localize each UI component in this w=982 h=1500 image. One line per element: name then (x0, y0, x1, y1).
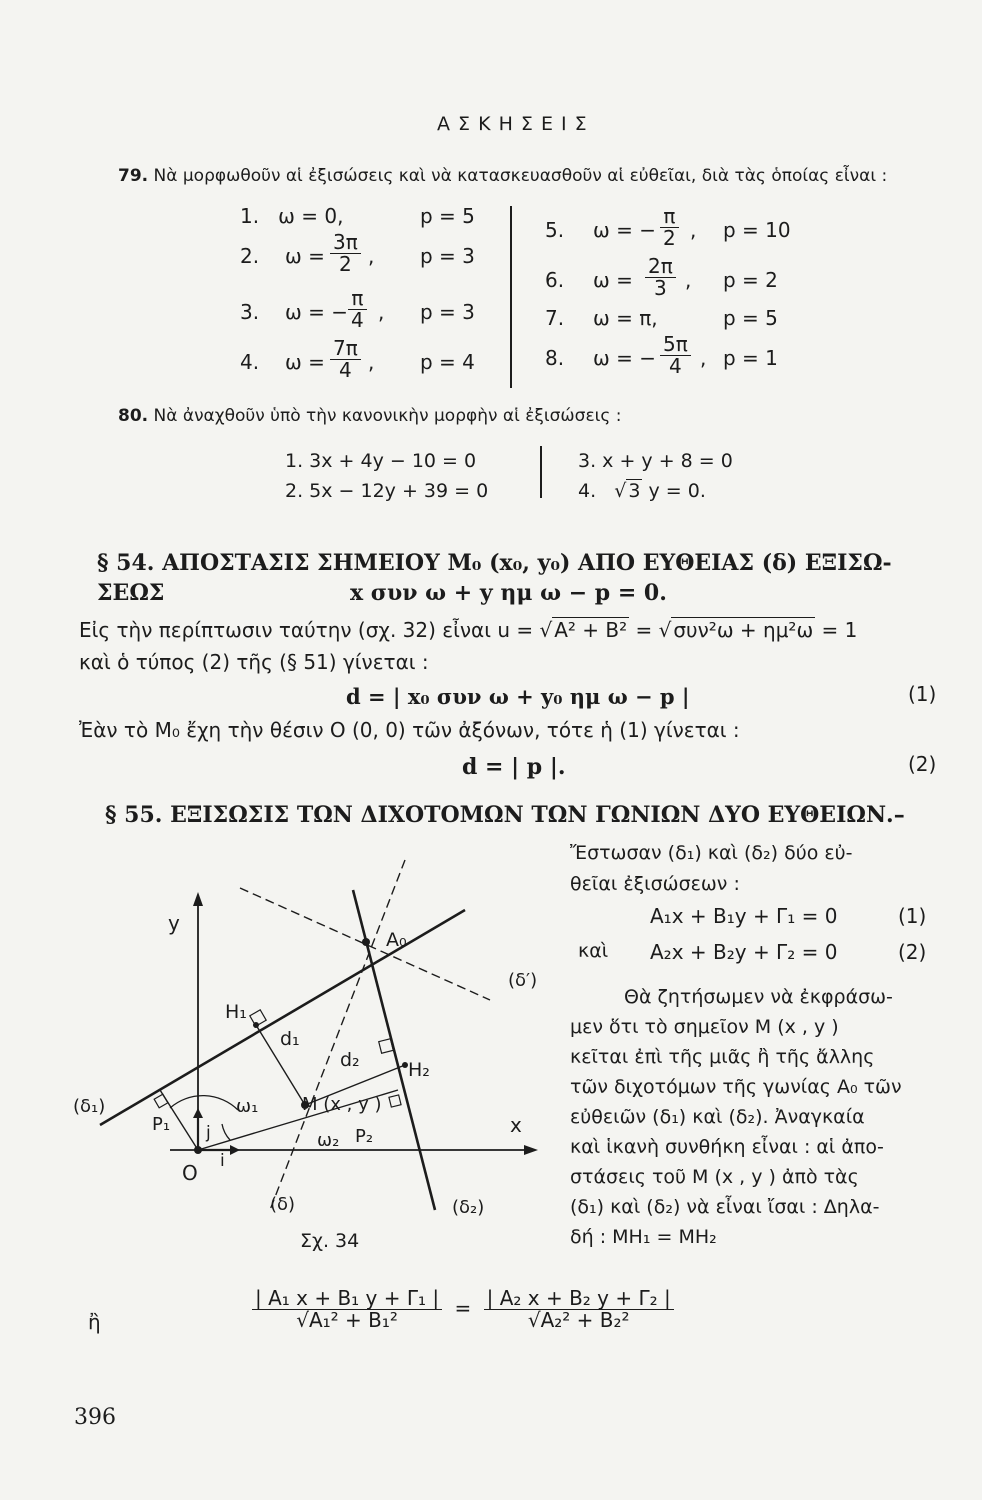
section-54-line-2: καὶ ὁ τύπος (2) τῆς (§ 51) γίνεται : (79, 650, 429, 674)
delta1-label: (δ₁) (73, 1096, 106, 1117)
book-page: Α Σ Κ Η Σ Ε Ι Σ 79. Νὰ μορφωθοῦν αἱ ἐξισώσεις καὶ νὰ κατασκευασθοῦν αἱ εὐθεῖαι, διὰ τὰς ὁποίας εἶναι : 1. ω = 0, p = 5 2. ω = $\frac{3\pi}{2}$ , p = 3 3. ω = − $\frac{\pi}{4}$ , p = 3 4. ω = $\frac{7\pi}{4}$ , p = 4 5. ω = − $\frac{\pi}{2}$ , p = 10 6. ω = $\frac{2\pi}{3}$ , p = 2 7. ω = π, p = 5 8. ω = − $\frac{5\pi}{4}$ , p = 1 80. Νὰ ἀναχθοῦν ὑπὸ τὴν κανονικὴν μορφὴν αἱ ἐξισώσεις : 1. 3x + 4y − 10 = 0 2. 5x − 12y + 39 = 0 3. x + y + 8 = 0 4. √ 3 y = 0. § 54. ΑΠΟΣΤΑΣΙΣ ΣΗΜΕΙΟΥ M₀ (x₀, y₀) ΑΠΟ ΕΥΘΕΙΑΣ (δ) ΕΞΙΣΩ- ΣΕΩΣ x συν ω + y ημ ω − p = 0. Εἰς τὴν περίπτωσιν ταύτην (σχ. 32) εἶναι u = √ A² + B² = √ συν²ω + ημ²ω = 1 καὶ ὁ τύπος (2) τῆς (§ 51) γίνεται : d = | x₀ συν ω + y₀ ημ ω − p | (1) Ἐὰν τὸ M₀ ἔχη τὴν θέσιν O (0, 0) τῶν ἀξόνων, τότε ἡ (1) γίνεται : d = | p |. (2) § 55. ΕΞΙΣΩΣΙΣ ΤΩΝ ΔΙΧΟΤΟΜΩΝ ΤΩΝ ΓΩΝΙΩΝ ΔΥΟ ΕΥΘΕΙΩΝ.– Ἔστωσαν (δ₁) καὶ (δ₂) δύο εὐ- θεῖαι ἐξισώσεων : A₁x + B₁y + Γ₁ = 0 (1) καὶ A₂x + B₂y + Γ₂ = 0 (2) Θὰ ζητήσωμεν νὰ ἐκφράσω- μεν ὅτι τὸ σημεῖον M (x , y ) κεῖται ἐπὶ τῆς μιᾶς ἢ τῆς ἄλλης τῶν διχοτόμων τῆς γωνίας A₀ τῶν εὐθειῶν (δ₁) καὶ (δ₂). Ἀναγκαία καὶ ἱκανὴ συνθήκη εἶναι : αἱ ἀπο- στάσεις τοῦ M (x , y ) ἀπὸ τὰς (δ₁) καὶ (δ₂) νὰ εἶναι ἴσαι : Δηλα- δή : MH₁ = MH₂ y x O i j A₀ H₁ H₂ d₁ d₂ M (x , y ) P₁ P₂ ω₁ ω₂ (δ₁) (δ₂) (δ) (δ′) Σχ. 34 ἢ $\frac{\text{| A₁ x + B₁ y + Γ₁ |}}{\text{√A₁² + B₁²}}$ = $\frac{\text{| A₂ x + B₂ y + Γ₂ |}}{\text{√A₂² + B₂²}}$ 396 (0, 0, 982, 1500)
formula-tag: (2) (898, 940, 927, 964)
x-axis-arrow (524, 1145, 538, 1155)
delta-label: (δ) (270, 1194, 296, 1215)
d2-label: d₂ (340, 1049, 360, 1071)
section-55-paragraph: Θὰ ζητήσωμεν νὰ ἐκφράσω- μεν ὅτι τὸ σημεῖον M (x , y ) κεῖται ἐπὶ τῆς μιᾶς ἢ τῆς ἄλλης τῶν διχοτόμων τῆς γωνίας A₀ τῶν εὐθειῶν (δ₁) καὶ (δ₂). Ἀναγκαία καὶ ἱκανὴ συνθήκη εἶναι : αἱ ἀπο- στάσεις τοῦ M (x , y ) ἀπὸ τὰς (δ₁) καὶ (δ₂) νὰ εἶναι ἴσαι : Δηλα- δή : MH₁ = MH₂ (570, 986, 902, 1248)
figure-34 (70, 840, 570, 1260)
P1-label: P₁ (152, 1114, 171, 1135)
vector-j-arrow (193, 1108, 203, 1118)
right-angle-mark (154, 1094, 168, 1108)
exercises-title: Α Σ Κ Η Σ Ε Ι Σ (437, 113, 588, 135)
section-54-heading: § 54. ΑΠΟΣΤΑΣΙΣ ΣΗΜΕΙΟΥ M₀ (x₀, y₀) ΑΠΟ ΕΥΘΕΙΑΣ (δ) ΕΞΙΣΩ- (97, 550, 892, 576)
right-angle-mark (389, 1095, 401, 1107)
formula-tag: (1) (898, 904, 927, 928)
section-54-line-3: Ἐὰν τὸ M₀ ἔχη τὴν θέσιν O (0, 0) τῶν ἀξόνων, τότε ἡ (1) γίνεται : (79, 718, 740, 742)
d1-label: d₁ (280, 1028, 300, 1050)
P2-label: P₂ (355, 1126, 374, 1147)
formula-tag: (1) (908, 682, 937, 706)
figure-caption: Σχ. 34 (300, 1230, 360, 1252)
distance-formula: d = | x₀ συν ω + y₀ ημ ω − p | (346, 684, 690, 709)
line-delta1 (100, 910, 465, 1125)
y-axis-arrow (193, 892, 203, 906)
ex79-item-1: 1. ω = 0, p = 5 (240, 204, 475, 228)
column-divider (510, 206, 512, 388)
omega1-label: ω₁ (236, 1096, 259, 1117)
column-divider (540, 446, 542, 498)
ex80-eq-3: 3. x + y + 8 = 0 (578, 450, 733, 472)
angle-arc-omega1 (170, 1096, 238, 1110)
delta-prime-label: (δ′) (508, 970, 538, 991)
section-54-line-1: Εἰς τὴν περίπτωσιν ταύτην (σχ. 32) εἶναι u = √ A² + B² = √ συν²ω + ημ²ω = 1 (79, 618, 858, 642)
line-equation-1: A₁x + B₁y + Γ₁ = 0 (650, 904, 838, 928)
ex80-eq-2: 2. 5x − 12y + 39 = 0 (285, 480, 489, 502)
exercise-80-prompt (118, 406, 622, 426)
delta2-label: (δ₂) (452, 1197, 485, 1218)
ex80-eq-4: 4. √ 3 y = 0. (578, 480, 706, 502)
point-A0 (362, 938, 370, 946)
point-H1 (253, 1022, 259, 1028)
and-word: καὶ (578, 940, 609, 962)
A0-label: A₀ (386, 929, 407, 951)
ex80-eq-1: 1. 3x + 4y − 10 = 0 (285, 450, 477, 472)
exercise-number: 80. (118, 406, 149, 426)
ex79-item-7: 7. ω = π, p = 5 (545, 306, 778, 330)
x-axis-label: x (510, 1113, 522, 1137)
exercise-number: 79. (118, 166, 149, 186)
vector-i-arrow (230, 1145, 240, 1155)
section-54-heading-cont: ΣΕΩΣ x συν ω + y ημ ω − p = 0. (97, 580, 667, 606)
vector-i-label: i (220, 1151, 225, 1171)
M-label: M (x , y ) (302, 1094, 382, 1115)
distance-origin-formula: d = | p |. (462, 754, 566, 780)
y-axis-label: y (168, 911, 180, 935)
right-angle-mark (379, 1039, 394, 1054)
section-55-intro: Ἔστωσαν (δ₁) καὶ (δ₂) δύο εὐ- θεῖαι ἐξισώσεων : (570, 842, 853, 895)
omega2-label: ω₂ (317, 1130, 340, 1151)
origin-label: O (182, 1161, 198, 1185)
exercise-79-prompt (118, 166, 887, 186)
page-number: 396 (74, 1405, 116, 1430)
exercise-text: Νὰ μορφωθοῦν αἱ ἐξισώσεις καὶ νὰ κατασκευασθοῦν αἱ εὐθεῖαι, διὰ τὰς ὁποίας εἶναι : (153, 166, 888, 186)
formula-tag: (2) (908, 752, 937, 776)
origin-point (194, 1146, 202, 1154)
or-word: ἢ (88, 1310, 101, 1334)
bisector-equation: $\frac{\text{| A₁ x + B₁ y + Γ₁ |}}{\text{√A₁² + B₁²}}$ = $\frac{\text{| A₂ x + B₂ y + Γ₂ |}}{\text{√A₂² + B₂²}}$ (252, 1288, 674, 1331)
angle-arc-omega2 (222, 1124, 230, 1140)
H2-label: H₂ (408, 1059, 430, 1081)
H1-label: H₁ (225, 1001, 247, 1023)
section-55-heading: § 55. ΕΞΙΣΩΣΙΣ ΤΩΝ ΔΙΧΟΤΟΜΩΝ ΤΩΝ ΓΩΝΙΩΝ ΔΥΟ ΕΥΘΕΙΩΝ.– (105, 802, 905, 828)
line-equation-2: A₂x + B₂y + Γ₂ = 0 (650, 940, 838, 964)
vector-j-label: j (206, 1123, 211, 1143)
exercise-text: Νὰ ἀναχθοῦν ὑπὸ τὴν κανονικὴν μορφὴν αἱ ἐξισώσεις : (153, 406, 622, 426)
